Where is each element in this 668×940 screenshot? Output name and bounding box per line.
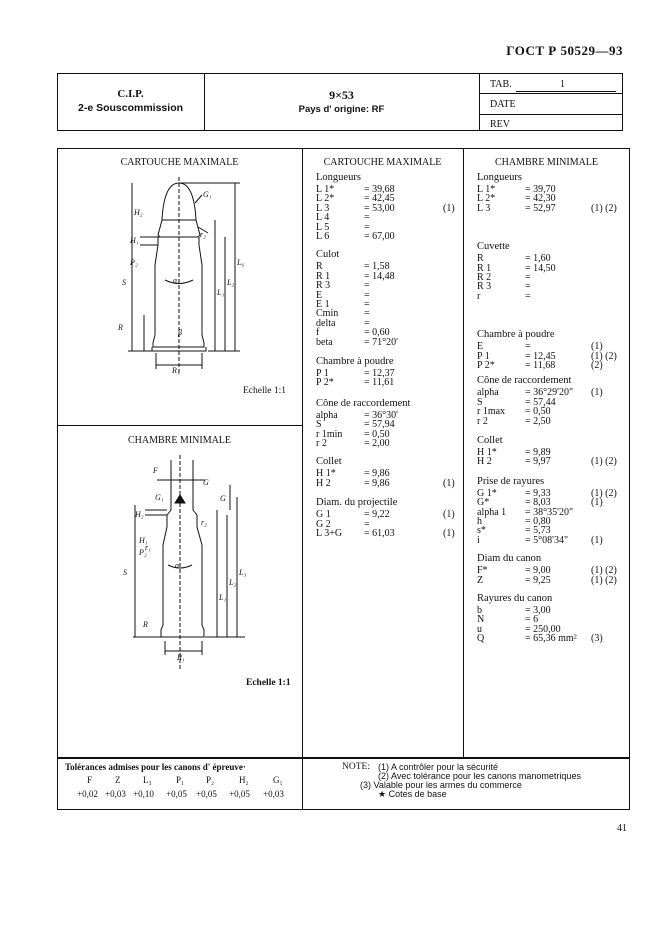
param-value: = 9,00	[525, 565, 551, 577]
tolerance-value: +0,02	[77, 789, 98, 799]
svg-text:P₂: P₂	[130, 258, 138, 267]
svg-text:G: G	[203, 478, 209, 487]
note-4: ★ Cotes de base	[378, 789, 447, 799]
param-key: G 1*	[477, 487, 497, 499]
param-note: (1) (2)	[591, 202, 617, 214]
param-value: = 6	[525, 614, 539, 626]
svg-text:H₂: H₂	[134, 208, 143, 217]
section-heading: Cône de raccordement	[316, 397, 411, 409]
section-heading: Rayures du canon	[477, 593, 553, 604]
param-value: = 14,48	[364, 270, 395, 282]
param-key: P 2*	[316, 377, 334, 389]
param-row	[477, 204, 637, 214]
param-row	[316, 529, 476, 539]
param-key: N	[477, 614, 485, 626]
param-value: = 12,37	[364, 368, 395, 379]
param-value: =	[525, 272, 531, 283]
svg-text:P₂: P₂	[139, 548, 147, 557]
param-key: S	[316, 419, 322, 431]
param-note: (1)	[591, 497, 603, 509]
param-value: = 5,73	[525, 525, 551, 537]
svg-text:r₂: r₂	[200, 230, 206, 239]
svg-text:r₁: r₁	[145, 543, 151, 552]
param-key: Cmin	[316, 308, 339, 320]
param-key: P 1	[477, 350, 490, 362]
param-value: = 61,03	[364, 528, 395, 539]
param-key: H 1*	[316, 468, 336, 480]
param-key: P 1	[316, 368, 329, 379]
param-key: R	[316, 261, 323, 273]
param-key: H 2	[316, 477, 331, 489]
param-row	[477, 634, 637, 644]
param-key: h	[477, 516, 482, 527]
tolerance-value: +0,10	[133, 789, 154, 799]
param-note: (1)	[591, 534, 603, 546]
param-value: = 67,00	[364, 231, 395, 242]
param-key: beta	[316, 336, 333, 348]
tab-value: 1	[560, 79, 565, 90]
param-note: (2)	[591, 360, 603, 371]
param-value: = 1,60	[525, 253, 551, 265]
param-row	[316, 378, 476, 388]
param-row	[316, 439, 476, 449]
param-value: = 57,94	[364, 419, 395, 431]
param-value: =	[364, 317, 370, 329]
param-row	[477, 361, 637, 371]
param-value: = 0,50	[525, 406, 551, 418]
origin: Pays d' origine: RF	[298, 104, 385, 115]
param-key: L 5	[316, 221, 330, 233]
param-note: (1) (2)	[591, 574, 617, 586]
param-row	[477, 417, 637, 427]
param-key: L 1*	[477, 184, 496, 195]
param-key: G 1	[316, 509, 331, 521]
param-key: H 1*	[477, 447, 497, 458]
param-key: Q	[477, 633, 485, 645]
param-note: (1)	[591, 387, 603, 399]
param-key: delta	[316, 317, 336, 329]
svg-text:R: R	[118, 323, 123, 332]
param-key: G 2	[316, 518, 331, 530]
date-label: DATE	[490, 99, 516, 110]
param-key: E 1	[316, 299, 330, 310]
param-value: = 71°20'	[364, 336, 398, 348]
svg-text:r₂: r₂	[201, 518, 207, 527]
param-key: L 3+G	[316, 528, 343, 539]
svg-text:H₁: H₁	[139, 536, 148, 545]
param-row	[477, 292, 637, 302]
section-heading: Diam du canon	[477, 553, 542, 565]
chambre-title: CHAMBRE MINIMALE	[494, 157, 599, 168]
note-2: (2) Avec tolérance pour les canons manometriques	[378, 771, 581, 781]
param-key: L 2*	[477, 193, 496, 205]
tolerance-header: L₃	[143, 775, 152, 785]
tolerances-title: Tolérances admises pour les canons d' épreuve·	[65, 762, 246, 772]
param-value: = 0,50	[364, 428, 390, 440]
param-value: =	[364, 308, 370, 320]
cartridge-drawing	[100, 175, 250, 385]
section-heading: Cuvette	[477, 241, 510, 253]
section-heading: Chambre à poudre	[477, 329, 555, 341]
param-value: = 9,89	[525, 447, 551, 458]
param-value: =	[364, 221, 370, 233]
param-key: R 2	[477, 272, 492, 283]
note-1: (1) A contrôler pour la sécurité	[378, 762, 499, 772]
param-note: (3)	[591, 633, 603, 645]
param-key: Z	[477, 574, 484, 586]
notes-label: NOTE:	[342, 762, 370, 772]
param-value: =	[364, 212, 370, 224]
param-key: G*	[477, 497, 490, 509]
param-value: = 9,86	[364, 477, 390, 489]
param-note: (1)	[443, 202, 455, 214]
param-key: R 3	[316, 280, 331, 292]
param-row	[316, 479, 476, 489]
param-key: L 6	[316, 231, 330, 242]
param-value: = 42,45	[364, 193, 395, 205]
param-value: = 57,44	[525, 396, 556, 408]
section-heading: Diam. du projectile	[316, 497, 398, 509]
param-value: = 53,00	[364, 202, 395, 214]
param-note: (1)	[591, 341, 603, 353]
section-heading: Culot	[316, 249, 340, 261]
rev-label: REV	[490, 119, 510, 130]
tolerance-value: +0,05	[196, 789, 217, 799]
param-key: r 2	[316, 438, 327, 449]
param-note: (1) (2)	[591, 487, 617, 499]
param-value: = 250,00	[525, 623, 561, 635]
param-value: =	[364, 289, 370, 301]
param-value: =	[364, 299, 370, 310]
param-key: r	[477, 290, 481, 302]
section-heading: Chambre à poudre	[316, 356, 394, 367]
param-row	[477, 457, 637, 467]
param-value: =	[525, 290, 531, 302]
param-value: = 9,86	[364, 468, 390, 480]
param-value: = 2,50	[525, 415, 551, 427]
section-heading: Collet	[316, 456, 342, 468]
tolerance-header: P₂	[206, 775, 215, 785]
param-value: = 14,50	[525, 262, 556, 274]
param-value: = 1,58	[364, 261, 390, 273]
param-value: = 42,30	[525, 193, 556, 205]
svg-text:α: α	[173, 276, 178, 285]
param-key: alpha 1	[477, 506, 507, 518]
param-value: = 9,97	[525, 456, 551, 468]
param-row	[477, 576, 637, 586]
svg-text:α: α	[175, 561, 180, 570]
param-key: R 1	[477, 262, 492, 274]
svg-text:L₃: L₃	[239, 568, 247, 577]
svg-text:H₁: H₁	[130, 236, 139, 245]
param-key: L 1*	[316, 184, 335, 195]
section-heading: Prise de rayures	[477, 475, 545, 487]
svg-text:L₂: L₂	[229, 578, 237, 587]
org-name: C.I.P.	[117, 88, 144, 100]
param-value: = 38°35'20"	[525, 506, 574, 518]
svg-text:L₆: L₆	[237, 258, 245, 267]
param-key: F*	[477, 565, 488, 577]
param-row	[477, 536, 637, 546]
param-value: = 9,25	[525, 574, 551, 586]
param-key: b	[477, 605, 482, 616]
param-key: i	[477, 534, 480, 546]
tolerance-header: G₁	[273, 775, 283, 785]
cartouche-title: CARTOUCHE MAXIMALE	[323, 157, 442, 168]
param-value: = 36°30'	[364, 409, 398, 421]
param-key: H 2	[477, 456, 492, 468]
svg-text:S: S	[122, 278, 126, 287]
tolerance-header: Z	[115, 775, 121, 785]
section-heading: Cône de raccordement	[477, 375, 572, 387]
drawing-max-scale: Echelle 1:1	[243, 386, 286, 396]
param-note: (1)	[443, 509, 455, 521]
param-value: =	[525, 341, 531, 353]
page-number: 41	[617, 823, 627, 834]
param-key: alpha	[477, 387, 499, 399]
tolerance-header: P₁	[176, 775, 185, 785]
svg-text:β: β	[178, 328, 182, 337]
param-value: = 3,00	[525, 605, 551, 616]
tolerance-value: +0,03	[105, 789, 126, 799]
param-key: R 1	[316, 270, 331, 282]
param-value: = 36°29'20"	[525, 387, 574, 399]
svg-text:L₁: L₁	[219, 593, 227, 602]
chamber-drawing	[105, 455, 255, 675]
drawing-min-scale: Echelle 1:1	[246, 678, 291, 688]
param-value: =	[525, 281, 531, 293]
param-value: = 0,60	[364, 327, 390, 339]
param-row	[316, 232, 476, 242]
section-heading: Longueurs	[316, 172, 361, 183]
param-value: =	[364, 518, 370, 530]
param-value: = 52,97	[525, 202, 556, 214]
param-value: = 11,61	[364, 377, 395, 389]
param-value: = 0,80	[525, 516, 551, 527]
tolerance-header: F	[87, 775, 93, 785]
tolerance-value: +0,05	[229, 789, 250, 799]
svg-text:R: R	[143, 620, 148, 629]
param-value: = 12,45	[525, 350, 556, 362]
param-value: = 65,36 mm²	[525, 633, 577, 645]
param-value: = 39,70	[525, 184, 556, 195]
param-value: = 39,68	[364, 184, 395, 195]
svg-text:G: G	[220, 494, 226, 503]
svg-text:L₂: L₂	[227, 278, 235, 287]
param-key: r 1min	[316, 428, 343, 440]
param-key: R 3	[477, 281, 492, 293]
param-value: =	[364, 280, 370, 292]
svg-text:F: F	[153, 466, 158, 475]
subcommission: 2-e Souscommission	[77, 102, 184, 114]
svg-text:R₁: R₁	[172, 366, 180, 375]
section-heading: Longueurs	[477, 172, 522, 183]
tab-label: TAB.	[490, 79, 512, 90]
caliber: 9×53	[329, 88, 354, 102]
param-key: f	[316, 327, 320, 339]
param-key: L 4	[316, 212, 330, 224]
param-value: = 2,00	[364, 438, 390, 449]
param-key: s*	[477, 525, 486, 537]
param-key: L 3	[316, 202, 330, 214]
drawing-max-title: CARTOUCHE MAXIMALE	[120, 157, 239, 168]
section-heading: Collet	[477, 435, 503, 446]
param-key: E	[316, 289, 323, 301]
svg-text:H₂: H₂	[135, 510, 144, 519]
tolerance-header: H₂	[239, 775, 249, 785]
param-row	[316, 338, 476, 348]
tolerance-value: +0,05	[166, 789, 187, 799]
param-key: R	[477, 253, 484, 265]
param-note: (1) (2)	[591, 350, 617, 362]
param-note: (1) (2)	[591, 456, 617, 468]
param-key: S	[477, 396, 483, 408]
tolerance-value: +0,03	[263, 789, 284, 799]
svg-text:R₁: R₁	[177, 653, 185, 662]
param-value: = 11,68	[525, 360, 556, 371]
param-note: (1)	[443, 477, 455, 489]
param-key: L 2*	[316, 193, 335, 205]
param-note: (1) (2)	[591, 565, 617, 577]
param-value: = 9,22	[364, 509, 390, 521]
param-key: L 3	[477, 202, 491, 214]
param-key: r 2	[477, 415, 488, 427]
param-note: (1)	[443, 528, 455, 539]
svg-text:G₁: G₁	[155, 493, 164, 502]
param-key: P 2*	[477, 360, 495, 371]
param-value: = 8,03	[525, 497, 551, 509]
note-3: (3) Valable pour les armes du commerce	[360, 780, 522, 790]
standard-number: ГОСТ Р 50529—93	[506, 43, 623, 58]
drawing-min-title: CHAMBRE MINIMALE	[127, 435, 232, 446]
param-key: E	[477, 341, 484, 353]
svg-text:G₁: G₁	[203, 190, 212, 199]
param-key: u	[477, 623, 482, 635]
param-value: = 9,33	[525, 487, 551, 499]
param-key: r 1max	[477, 406, 506, 418]
param-value: = 5°08'34"	[525, 534, 569, 546]
param-key: alpha	[316, 409, 338, 421]
svg-text:L₁: L₁	[217, 288, 225, 297]
svg-text:S: S	[123, 568, 127, 577]
